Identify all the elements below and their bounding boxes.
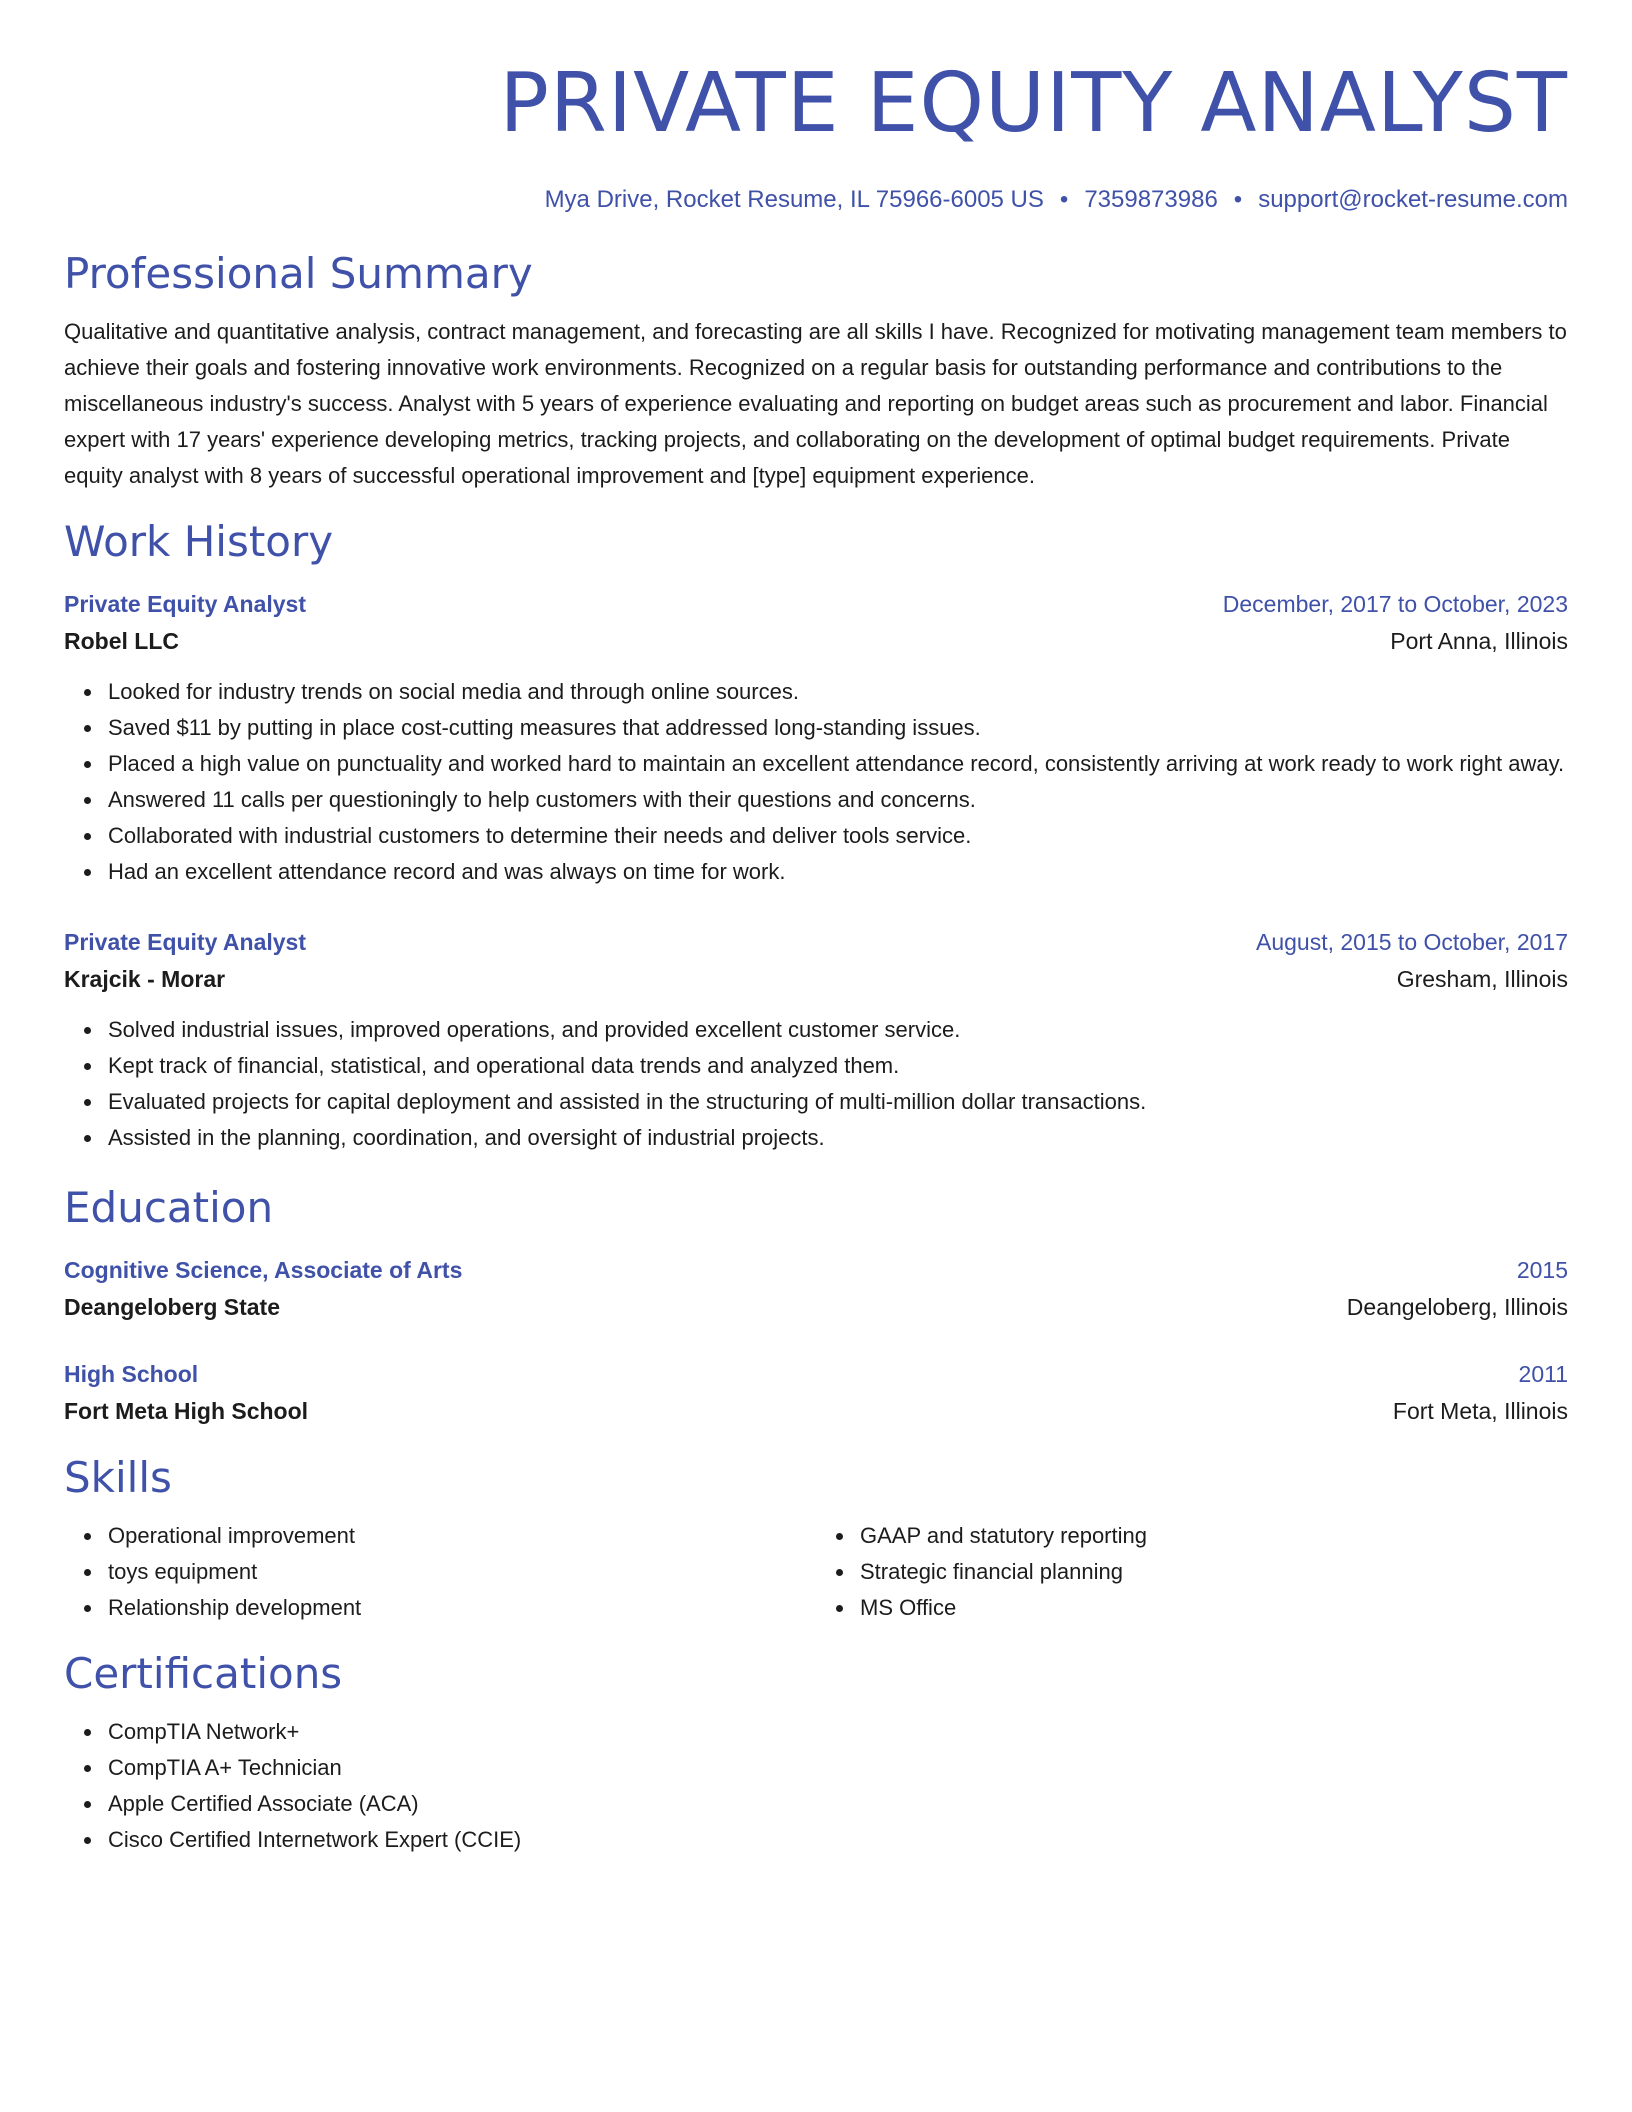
certifications-section	[64, 1648, 1568, 1858]
education-school: Fort Meta High School	[64, 1398, 309, 1424]
skill-item: Strategic financial planning	[860, 1554, 1568, 1590]
education-year: 2015	[1516, 1257, 1568, 1283]
section-title-summary: Professional Summary	[64, 249, 533, 298]
resume-header	[64, 56, 1568, 216]
certification-item: Apple Certified Associate (ACA)	[108, 1786, 1568, 1822]
summary-text: Qualitative and quantitative analysis, contract management, and forecasting are all skills I have. Recognized for motivating management team members to achieve their goals and fostering innovative work environments. Recognized on a regular basis for outstanding performance and contributions to the miscellaneous industry's success. Analyst with 5 years of experience evaluating and reporting on budget areas such as procurement and labor. Financial expert with 17 years' experience developing metrics, tracking projects, and collaborating on the development of optimal budget requirements. Private equity analyst with 8 years of successful operational improvement and [type] equipment experience.	[64, 319, 1567, 488]
contact-line	[64, 184, 1568, 216]
job-bullet: Had an excellent attendance record and was always on time for work.	[108, 854, 1568, 890]
job-bullet-list	[64, 674, 1568, 890]
education-entry	[64, 1356, 1568, 1430]
education-location: Fort Meta, Illinois	[1392, 1398, 1568, 1424]
certifications-list	[64, 1714, 1568, 1858]
contact-separator: •	[1059, 186, 1069, 213]
job-company: Krajcik - Morar	[64, 966, 226, 992]
certification-item: Cisco Certified Internetwork Expert (CCIE)	[108, 1822, 1568, 1858]
contact-separator: •	[1233, 186, 1243, 213]
skills-list-right	[816, 1518, 1568, 1626]
education-location: Deangeloberg, Illinois	[1346, 1294, 1568, 1320]
section-title-skills: Skills	[64, 1453, 172, 1502]
skills-list-left	[64, 1518, 816, 1626]
summary-section	[64, 248, 1568, 494]
education-section	[64, 1182, 1568, 1430]
certification-item: CompTIA Network+	[108, 1714, 1568, 1750]
resume-title: PRIVATE EQUITY ANALYST	[499, 56, 1568, 151]
education-entry	[64, 1252, 1568, 1326]
job-bullet: Solved industrial issues, improved operations, and provided excellent customer service.	[108, 1012, 1568, 1048]
contact-phone: 7359873986	[1084, 186, 1218, 213]
job-bullet: Evaluated projects for capital deployment and assisted in the structuring of multi-million dollar transactions.	[108, 1084, 1568, 1120]
skill-item: MS Office	[860, 1590, 1568, 1626]
education-year: 2011	[1518, 1361, 1568, 1387]
job-entry	[64, 924, 1568, 1156]
skills-section	[64, 1452, 1568, 1626]
skill-item: Operational improvement	[108, 1518, 816, 1554]
job-bullet: Placed a high value on punctuality and worked hard to maintain an excellent attendance record, consistently arriving at work ready to work right away.	[108, 746, 1568, 782]
work-history-section	[64, 516, 1568, 1156]
contact-email[interactable]: support@rocket-resume.com	[1258, 186, 1568, 213]
skill-item: Relationship development	[108, 1590, 816, 1626]
education-degree: High School	[64, 1361, 199, 1387]
job-title: Private Equity Analyst	[64, 929, 307, 955]
job-bullet-list	[64, 1012, 1568, 1156]
job-bullet: Answered 11 calls per questioningly to help customers with their questions and concerns.	[108, 782, 1568, 818]
job-dates: December, 2017 to October, 2023	[1222, 591, 1568, 617]
job-title: Private Equity Analyst	[64, 591, 307, 617]
job-entry	[64, 586, 1568, 890]
job-dates: August, 2015 to October, 2017	[1255, 929, 1568, 955]
job-location: Gresham, Illinois	[1396, 966, 1568, 992]
job-bullet: Kept track of financial, statistical, and operational data trends and analyzed them.	[108, 1048, 1568, 1084]
job-location: Port Anna, Illinois	[1390, 628, 1568, 654]
job-company: Robel LLC	[64, 628, 179, 654]
section-title-education: Education	[64, 1183, 274, 1232]
skill-item: toys equipment	[108, 1554, 816, 1590]
job-bullet: Saved $11 by putting in place cost-cutting measures that addressed long-standing issues.	[108, 710, 1568, 746]
section-title-certifications: Certifications	[64, 1649, 343, 1698]
skills-grid	[64, 1518, 1568, 1626]
job-bullet: Assisted in the planning, coordination, and oversight of industrial projects.	[108, 1120, 1568, 1156]
skill-item: GAAP and statutory reporting	[860, 1518, 1568, 1554]
contact-address: Mya Drive, Rocket Resume, IL 75966-6005 US	[544, 186, 1044, 213]
certification-item: CompTIA A+ Technician	[108, 1750, 1568, 1786]
education-degree: Cognitive Science, Associate of Arts	[64, 1257, 463, 1283]
job-bullet: Collaborated with industrial customers to determine their needs and deliver tools service.	[108, 818, 1568, 854]
job-bullet: Looked for industry trends on social media and through online sources.	[108, 674, 1568, 710]
education-school: Deangeloberg State	[64, 1294, 280, 1320]
section-title-work-history: Work History	[64, 517, 334, 566]
